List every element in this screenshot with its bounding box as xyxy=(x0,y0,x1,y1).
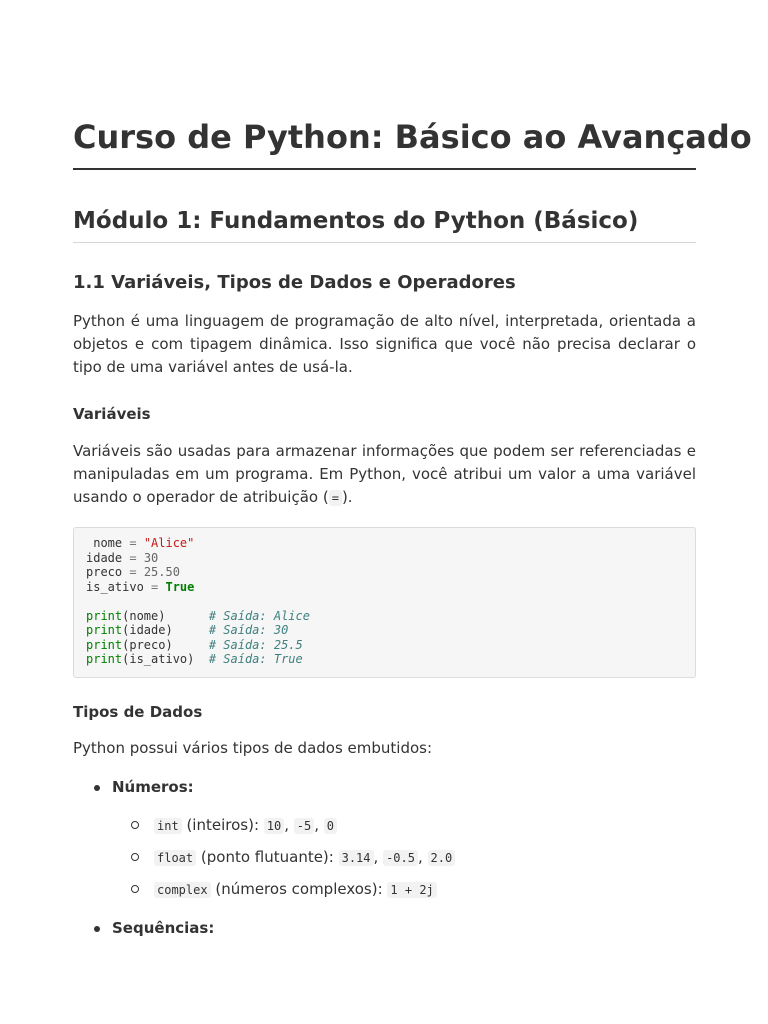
code-line xyxy=(86,652,683,667)
code-comment: # Saída: Alice xyxy=(208,608,310,623)
code-comment: # Saída: True xyxy=(208,652,303,666)
code-line xyxy=(86,623,683,638)
example-code: 2.0 xyxy=(428,850,456,866)
list-item-numbers: Números: xyxy=(73,776,696,798)
code-number-value: 25.50 xyxy=(143,565,180,579)
data-types-intro: Python possui vários tipos de dados embutidos: xyxy=(73,739,433,757)
variables-paragraph xyxy=(73,440,696,510)
list-item-float: float (ponto flutuante): 3.14 , -0.5 , 2.0 xyxy=(73,846,696,878)
code-comment: # Saída: 25.5 xyxy=(208,637,303,652)
code-arguments: (preco) xyxy=(122,637,209,652)
code-operator: = xyxy=(122,536,144,550)
code-arguments: (nome) xyxy=(122,608,209,623)
code-operator: = xyxy=(122,550,144,565)
type-name-code: complex xyxy=(154,882,211,898)
example-code: 0 xyxy=(324,818,337,834)
variables-text-before: Variáveis são usadas para armazenar informações que podem ser referenciadas e manipuladas em um programa. Em Python, você atribui um valor a uma variável usando o operador de atribuição ( xyxy=(73,442,696,506)
code-line xyxy=(86,580,683,595)
module-divider xyxy=(73,242,696,243)
type-name-code: float xyxy=(154,850,196,866)
type-description: (números complexos): xyxy=(210,880,388,898)
data-types-heading: Tipos de Dados xyxy=(73,703,203,721)
code-block xyxy=(73,527,696,678)
code-blank-line xyxy=(86,594,683,609)
code-variable: preco xyxy=(86,565,123,579)
example-code: -0.5 xyxy=(383,850,418,866)
code-line xyxy=(86,536,683,551)
code-comment: # Saída: 30 xyxy=(208,623,289,637)
example-code: 3.14 xyxy=(339,850,374,866)
code-operator: = xyxy=(143,579,166,594)
example-code: 10 xyxy=(264,818,284,834)
numbers-sublist xyxy=(73,814,696,910)
module-heading: Módulo 1: Fundamentos do Python (Básico) xyxy=(73,208,639,234)
code-keyword-value: True xyxy=(165,579,195,594)
code-arguments: (idade) xyxy=(122,623,209,637)
example-code: -5 xyxy=(294,818,314,834)
types-list xyxy=(73,776,696,798)
code-function: print xyxy=(86,637,123,652)
code-variable: nome xyxy=(86,536,123,550)
code-variable: idade xyxy=(86,550,123,565)
code-function: print xyxy=(86,623,123,637)
types-list-continued xyxy=(73,917,696,939)
code-string-value: "Alice" xyxy=(143,536,195,550)
variables-heading: Variáveis xyxy=(73,405,151,423)
example-code: 1 + 2j xyxy=(387,882,436,898)
code-function: print xyxy=(86,608,123,623)
code-line xyxy=(86,638,683,653)
intro-paragraph: Python é uma linguagem de programação de alto nível, interpretada, orientada a objetos e com tipagem dinâmica. Isso significa que você não precisa declarar o tipo de uma variável antes de usá-la. xyxy=(73,312,696,376)
type-name-code: int xyxy=(154,818,182,834)
code-arguments: (is_ativo) xyxy=(122,652,209,666)
section-heading: 1.1 Variáveis, Tipos de Dados e Operadores xyxy=(73,272,516,293)
code-line xyxy=(86,609,683,624)
assignment-operator-code: = xyxy=(329,490,342,506)
title-divider xyxy=(73,168,696,170)
type-description: (ponto flutuante): xyxy=(196,848,339,866)
code-line xyxy=(86,565,683,580)
code-line xyxy=(86,551,683,566)
variables-text-after: ). xyxy=(341,488,353,506)
page-title: Curso de Python: Básico ao Avançado xyxy=(73,118,752,156)
list-item-int: int (inteiros): 10 , -5 , 0 xyxy=(73,814,696,846)
type-description: (inteiros): xyxy=(181,816,264,834)
code-function: print xyxy=(86,652,123,666)
list-item-sequences: Sequências: xyxy=(73,917,696,939)
code-operator: = xyxy=(122,565,144,579)
list-item-complex xyxy=(73,878,696,910)
code-variable: is_ativo xyxy=(86,579,144,594)
code-number-value: 30 xyxy=(143,550,159,565)
